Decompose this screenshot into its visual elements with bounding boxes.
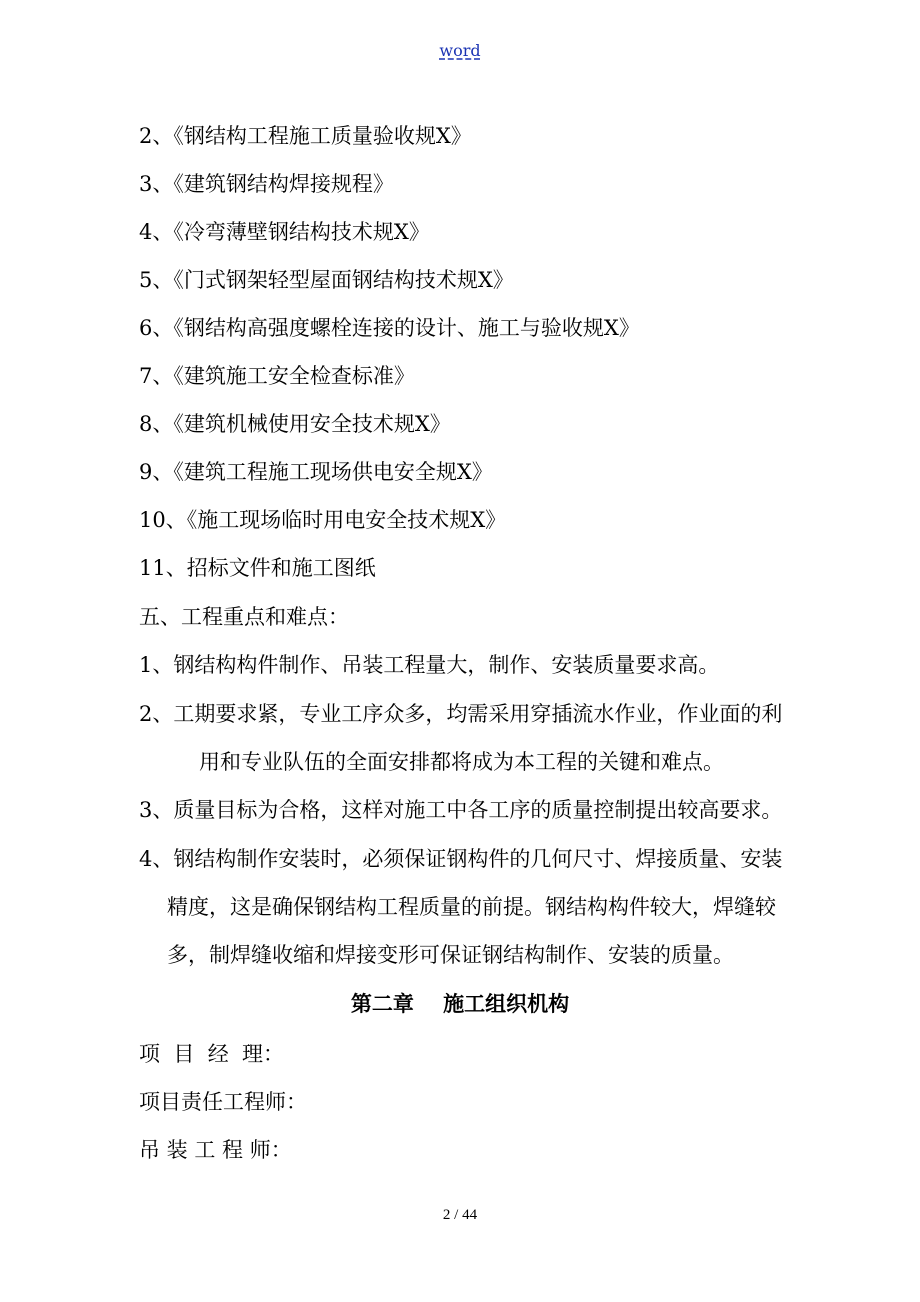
reference-item: 4、《冷弯薄壁钢结构技术规X》 xyxy=(139,220,430,244)
key-point-continuation: 多，制焊缝收缩和焊接变形可保证钢结构制作、安装的质量。 xyxy=(167,943,734,967)
key-point-item: 3、质量目标为合格，这样对施工中各工序的质量控制提出较高要求。 xyxy=(139,798,783,822)
reference-item: 3、《建筑钢结构焊接规程》 xyxy=(139,172,394,196)
key-point-item: 1、钢结构构件制作、吊装工程量大，制作、安装质量要求高。 xyxy=(139,653,720,677)
reference-item: 11、招标文件和施工图纸 xyxy=(139,556,376,580)
chapter-title: 第二章 施工组织机构 xyxy=(350,992,570,1016)
reference-item: 2、《钢结构工程施工质量验收规X》 xyxy=(139,124,472,148)
key-point-continuation: 精度，这是确保钢结构工程质量的前提。钢结构构件较大，焊缝较 xyxy=(167,895,776,919)
org-role-project-manager: 项 目 经 理： xyxy=(139,1042,285,1066)
reference-item: 7、《建筑施工安全检查标准》 xyxy=(139,364,415,388)
reference-item: 10、《施工现场临时用电安全技术规X》 xyxy=(139,508,507,532)
reference-item: 5、《门式钢架轻型屋面钢结构技术规X》 xyxy=(139,268,514,292)
key-point-item: 2、工期要求紧，专业工序众多，均需采用穿插流水作业，作业面的利 xyxy=(139,702,783,726)
reference-item: 6、《钢结构高强度螺栓连接的设计、施工与验收规X》 xyxy=(139,316,640,340)
header-word-link[interactable]: word xyxy=(439,41,481,60)
section-heading: 五、工程重点和难点： xyxy=(139,605,349,629)
org-role-project-engineer: 项目责任工程师： xyxy=(139,1090,307,1114)
page-header xyxy=(0,41,920,60)
key-point-item: 4、钢结构制作安装时，必须保证钢构件的几何尺寸、焊接质量、安装 xyxy=(139,847,783,871)
page-number: 2 / 44 xyxy=(442,1207,478,1223)
reference-item: 8、《建筑机械使用安全技术规X》 xyxy=(139,412,451,436)
org-role-lifting-engineer: 吊 装 工 程 师： xyxy=(139,1138,292,1162)
reference-item: 9、《建筑工程施工现场供电安全规X》 xyxy=(139,460,493,484)
key-point-continuation: 用和专业队伍的全面安排都将成为本工程的关键和难点。 xyxy=(199,750,724,774)
